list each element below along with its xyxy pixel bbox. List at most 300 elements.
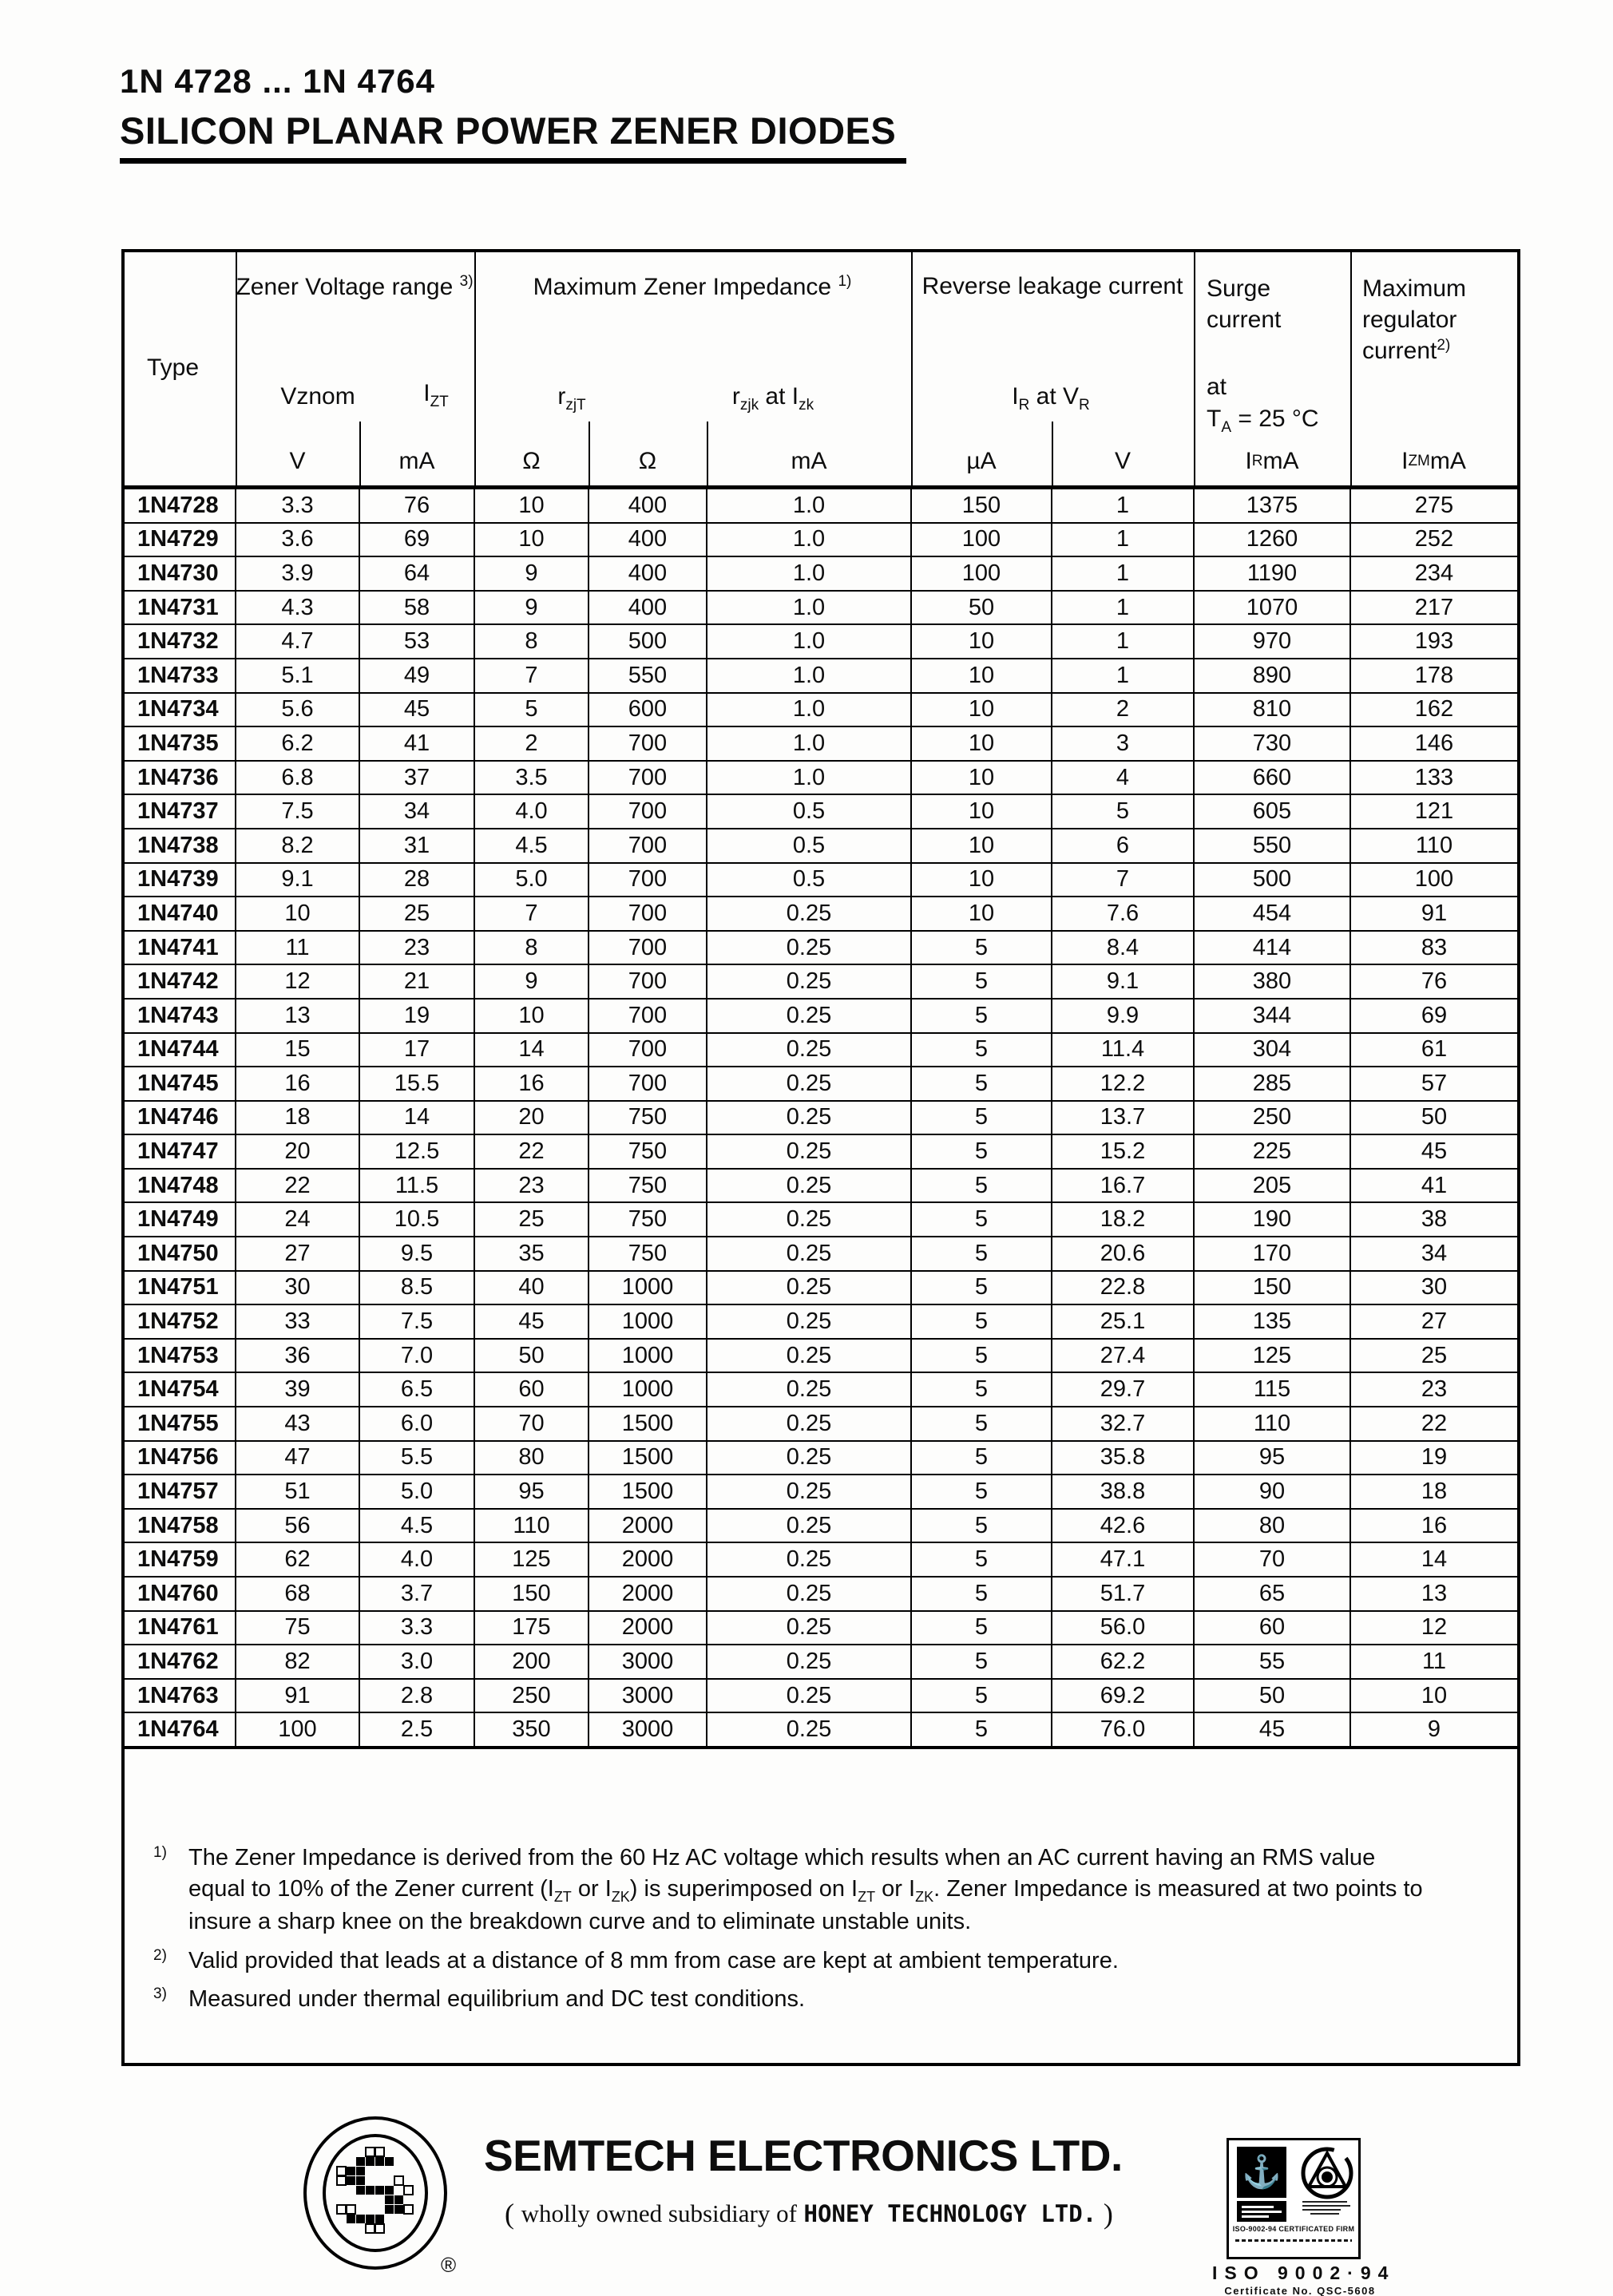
value-cell: 95 [474, 1475, 589, 1509]
value-cell: 5 [911, 1475, 1052, 1509]
table-row [125, 1067, 1517, 1101]
value-cell: 18 [1350, 1475, 1517, 1509]
value-cell: 178 [1350, 659, 1517, 693]
value-cell: 10 [1350, 1679, 1517, 1713]
value-cell: 2000 [589, 1611, 707, 1645]
value-cell: 14 [359, 1101, 474, 1135]
value-cell: 38.8 [1052, 1475, 1194, 1509]
value-cell: 700 [589, 829, 707, 863]
value-cell: 14 [1350, 1542, 1517, 1577]
value-cell: 1500 [589, 1407, 707, 1441]
micro-text-bars [1302, 2201, 1352, 2217]
value-cell: 12 [236, 964, 359, 999]
value-cell: 50 [474, 1339, 589, 1373]
value-cell: 750 [589, 1134, 707, 1169]
value-cell: 11 [236, 931, 359, 965]
type-cell: 1N4733 [125, 659, 236, 693]
value-cell: 3.0 [359, 1645, 474, 1679]
value-cell: 25.1 [1052, 1304, 1194, 1339]
value-cell: 730 [1194, 726, 1350, 761]
table-row [125, 1134, 1517, 1169]
value-cell: 10.5 [359, 1202, 474, 1237]
value-cell: 146 [1350, 726, 1517, 761]
value-cell: 0.25 [707, 1611, 911, 1645]
value-cell: 0.5 [707, 829, 911, 863]
value-cell: 27.4 [1052, 1339, 1194, 1373]
table-row [125, 1407, 1517, 1441]
value-cell: 175 [474, 1611, 589, 1645]
open-paren: ( [505, 2198, 514, 2230]
footnote-marker: 3) [153, 1985, 167, 2003]
spec-table [125, 489, 1517, 1749]
value-cell: 68 [236, 1577, 359, 1611]
value-cell: 700 [589, 931, 707, 965]
value-cell: 414 [1194, 931, 1350, 965]
value-cell: 7.5 [236, 794, 359, 829]
value-cell: 3.5 [474, 761, 589, 795]
table-row [125, 1101, 1517, 1135]
value-cell: 0.25 [707, 1271, 911, 1305]
col-type-label: Type [147, 354, 200, 381]
value-cell: 100 [236, 1712, 359, 1748]
value-cell: 3 [1052, 726, 1194, 761]
value-cell: 60 [1194, 1611, 1350, 1645]
value-cell: 1500 [589, 1475, 707, 1509]
type-cell: 1N4764 [125, 1712, 236, 1748]
part-range-title: 1N 4728 ... 1N 4764 [120, 62, 435, 100]
value-cell: 6 [1052, 829, 1194, 863]
table-row [125, 1679, 1517, 1713]
value-cell: 41 [359, 726, 474, 761]
value-cell: 9.9 [1052, 999, 1194, 1033]
value-cell: 10 [911, 897, 1052, 931]
type-cell: 1N4735 [125, 726, 236, 761]
value-cell: 56 [236, 1509, 359, 1543]
close-paren: ) [1103, 2198, 1113, 2230]
table-row [125, 1339, 1517, 1373]
value-cell: 2.8 [359, 1679, 474, 1713]
value-cell: 150 [1194, 1271, 1350, 1305]
value-cell: 1 [1052, 556, 1194, 591]
value-cell: 660 [1194, 761, 1350, 795]
value-cell: 8.2 [236, 829, 359, 863]
value-cell: 9.5 [359, 1237, 474, 1271]
value-cell: 9 [1350, 1712, 1517, 1748]
value-cell: 5 [911, 1169, 1052, 1203]
table-row [125, 1237, 1517, 1271]
value-cell: 5 [911, 1542, 1052, 1577]
value-cell: 3.9 [236, 556, 359, 591]
value-cell: 100 [911, 523, 1052, 557]
value-cell: 1.0 [707, 726, 911, 761]
value-cell: 5 [911, 1134, 1052, 1169]
table-row [125, 489, 1517, 523]
value-cell: 70 [1194, 1542, 1350, 1577]
company-name: SEMTECH ELECTRONICS LTD. [484, 2131, 1123, 2180]
value-cell: 700 [589, 761, 707, 795]
group-impedance-label: Maximum Zener Impedance $^{1)}$ [533, 273, 852, 300]
value-cell: 22 [1350, 1407, 1517, 1441]
value-cell: 1.0 [707, 624, 911, 659]
value-cell: 8.5 [359, 1271, 474, 1305]
value-cell: 1260 [1194, 523, 1350, 557]
value-cell: 43 [236, 1407, 359, 1441]
value-cell: 40 [474, 1271, 589, 1305]
value-cell: 750 [589, 1169, 707, 1203]
unit-v: V [289, 448, 306, 474]
type-cell: 1N4732 [125, 624, 236, 659]
value-cell: 0.25 [707, 1372, 911, 1407]
type-cell: 1N4745 [125, 1067, 236, 1101]
type-cell: 1N4742 [125, 964, 236, 999]
table-row [125, 1271, 1517, 1305]
anchor-compass-logo [1237, 2147, 1286, 2198]
value-cell: 11 [1350, 1645, 1517, 1679]
table-row [125, 1304, 1517, 1339]
value-cell: 45 [474, 1304, 589, 1339]
value-cell: 13 [1350, 1577, 1517, 1611]
value-cell: 5 [911, 1271, 1052, 1305]
table-row [125, 863, 1517, 897]
value-cell: 10 [911, 761, 1052, 795]
type-cell: 1N4736 [125, 761, 236, 795]
value-cell: 65 [1194, 1577, 1350, 1611]
iso-certification-badge [1227, 2138, 1361, 2259]
value-cell: 2.5 [359, 1712, 474, 1748]
value-cell: 5 [911, 1679, 1052, 1713]
value-cell: 344 [1194, 999, 1350, 1033]
value-cell: 16 [1350, 1509, 1517, 1543]
type-cell: 1N4737 [125, 794, 236, 829]
table-row [125, 794, 1517, 829]
type-cell: 1N4741 [125, 931, 236, 965]
value-cell: 400 [589, 591, 707, 625]
table-row [125, 726, 1517, 761]
value-cell: 100 [1350, 863, 1517, 897]
value-cell: 90 [1194, 1475, 1350, 1509]
value-cell: 80 [474, 1441, 589, 1475]
value-cell: 32.7 [1052, 1407, 1194, 1441]
value-cell: 3000 [589, 1679, 707, 1713]
value-cell: 82 [236, 1645, 359, 1679]
unit-ir-ma: I R mA [1245, 448, 1299, 474]
value-cell: 15.2 [1052, 1134, 1194, 1169]
table-row [125, 1202, 1517, 1237]
value-cell: 1.0 [707, 761, 911, 795]
value-cell: 234 [1350, 556, 1517, 591]
value-cell: 0.25 [707, 999, 911, 1033]
value-cell: 0.25 [707, 1202, 911, 1237]
value-cell: 22 [474, 1134, 589, 1169]
table-row [125, 523, 1517, 557]
value-cell: 5 [911, 1202, 1052, 1237]
value-cell: 27 [236, 1237, 359, 1271]
value-cell: 10 [911, 726, 1052, 761]
value-cell: 76 [359, 489, 474, 523]
value-cell: 217 [1350, 591, 1517, 625]
subsidiary-text: wholly owned subsidiary of [521, 2199, 797, 2227]
value-cell: 28 [359, 863, 474, 897]
footnote-marker: 2) [153, 1946, 167, 1964]
value-cell: 2000 [589, 1577, 707, 1611]
table-row [125, 1542, 1517, 1577]
value-cell: 49 [359, 659, 474, 693]
table-row [125, 1509, 1517, 1543]
value-cell: 5 [911, 1033, 1052, 1067]
value-cell: 0.25 [707, 1542, 911, 1577]
table-row [125, 1645, 1517, 1679]
unit-ma2: mA [791, 448, 827, 474]
value-cell: 62.2 [1052, 1645, 1194, 1679]
value-cell: 5 [911, 1372, 1052, 1407]
value-cell: 5 [911, 1712, 1052, 1748]
unit-v2: V [1114, 448, 1131, 474]
value-cell: 170 [1194, 1237, 1350, 1271]
table-row [125, 964, 1517, 999]
value-cell: 1500 [589, 1441, 707, 1475]
anchor-icon: ⚓ [1242, 2155, 1282, 2190]
type-cell: 1N4743 [125, 999, 236, 1033]
value-cell: 0.25 [707, 1067, 911, 1101]
value-cell: 9 [474, 964, 589, 999]
value-cell: 57 [1350, 1067, 1517, 1101]
table-row [125, 1033, 1517, 1067]
table-row [125, 624, 1517, 659]
value-cell: 1000 [589, 1271, 707, 1305]
footnote-marker: 1) [153, 1844, 167, 1861]
value-cell: 5.0 [474, 863, 589, 897]
value-cell: 37 [359, 761, 474, 795]
value-cell: 1190 [1194, 556, 1350, 591]
table-row [125, 761, 1517, 795]
value-cell: 5.5 [359, 1441, 474, 1475]
value-cell: 5 [911, 1067, 1052, 1101]
type-cell: 1N4756 [125, 1441, 236, 1475]
value-cell: 25 [474, 1202, 589, 1237]
value-cell: 7 [474, 897, 589, 931]
value-cell: 55 [1194, 1645, 1350, 1679]
value-cell: 0.25 [707, 1339, 911, 1373]
table-row [125, 1475, 1517, 1509]
value-cell: 91 [1350, 897, 1517, 931]
registered-mark: ® [441, 2253, 457, 2277]
value-cell: 20 [236, 1134, 359, 1169]
type-cell: 1N4758 [125, 1509, 236, 1543]
type-cell: 1N4734 [125, 693, 236, 727]
value-cell: 0.5 [707, 863, 911, 897]
value-cell: 5 [911, 1339, 1052, 1373]
value-cell: 27 [1350, 1304, 1517, 1339]
value-cell: 14 [474, 1033, 589, 1067]
symbol-rzjk: $r_{zjk}$ at $I_{zk}$ [731, 383, 814, 414]
value-cell: 80 [1194, 1509, 1350, 1543]
title-underline [120, 158, 906, 164]
type-cell: 1N4760 [125, 1577, 236, 1611]
type-cell: 1N4750 [125, 1237, 236, 1271]
subsidiary-company-name: HONEY TECHNOLOGY LTD. [803, 2200, 1097, 2227]
value-cell: 41 [1350, 1169, 1517, 1203]
value-cell: 39 [236, 1372, 359, 1407]
type-cell: 1N4748 [125, 1169, 236, 1203]
registrar-logo [1237, 2201, 1286, 2222]
value-cell: 5 [1052, 794, 1194, 829]
iso-standard-text: ISO 9002·94 [1212, 2262, 1396, 2283]
type-cell: 1N4763 [125, 1679, 236, 1713]
value-cell: 10 [911, 693, 1052, 727]
type-cell: 1N4749 [125, 1202, 236, 1237]
type-cell: 1N4759 [125, 1542, 236, 1577]
value-cell: 18.2 [1052, 1202, 1194, 1237]
value-cell: 3.7 [359, 1577, 474, 1611]
value-cell: 23 [474, 1169, 589, 1203]
value-cell: 4.0 [359, 1542, 474, 1577]
footnote-text: Measured under thermal equilibrium and DC test conditions. [188, 1986, 806, 2013]
value-cell: 110 [1350, 829, 1517, 863]
table-row [125, 591, 1517, 625]
value-cell: 285 [1194, 1067, 1350, 1101]
type-cell: 1N4731 [125, 591, 236, 625]
value-cell: 5 [911, 1407, 1052, 1441]
type-cell: 1N4753 [125, 1339, 236, 1373]
value-cell: 304 [1194, 1033, 1350, 1067]
value-cell: 4.0 [474, 794, 589, 829]
value-cell: 350 [474, 1712, 589, 1748]
value-cell: 400 [589, 523, 707, 557]
surge-ta-label: $T_A = 25$ °C [1207, 406, 1319, 436]
value-cell: 69.2 [1052, 1679, 1194, 1713]
value-cell: 5.6 [236, 693, 359, 727]
value-cell: 0.25 [707, 897, 911, 931]
value-cell: 69 [1350, 999, 1517, 1033]
value-cell: 100 [911, 556, 1052, 591]
certification-circle-icon [1299, 2145, 1355, 2205]
table-row [125, 556, 1517, 591]
value-cell: 45 [359, 693, 474, 727]
value-cell: 12.5 [359, 1134, 474, 1169]
unit-ohm2: Ω [638, 448, 657, 474]
value-cell: 500 [589, 624, 707, 659]
value-cell: 13.7 [1052, 1101, 1194, 1135]
type-cell: 1N4744 [125, 1033, 236, 1067]
value-cell: 0.25 [707, 1304, 911, 1339]
value-cell: 110 [1194, 1407, 1350, 1441]
value-cell: 9.1 [1052, 964, 1194, 999]
value-cell: 51 [236, 1475, 359, 1509]
value-cell: 133 [1350, 761, 1517, 795]
value-cell: 76.0 [1052, 1712, 1194, 1748]
value-cell: 1 [1052, 659, 1194, 693]
value-cell: 50 [911, 591, 1052, 625]
value-cell: 1.0 [707, 556, 911, 591]
value-cell: 121 [1350, 794, 1517, 829]
value-cell: 12 [1350, 1611, 1517, 1645]
value-cell: 700 [589, 1033, 707, 1067]
value-cell: 0.25 [707, 964, 911, 999]
value-cell: 20.6 [1052, 1237, 1194, 1271]
type-cell: 1N4739 [125, 863, 236, 897]
value-cell: 38 [1350, 1202, 1517, 1237]
value-cell: 1 [1052, 624, 1194, 659]
type-cell: 1N4730 [125, 556, 236, 591]
value-cell: 1.0 [707, 693, 911, 727]
value-cell: 25 [1350, 1339, 1517, 1373]
value-cell: 0.25 [707, 1169, 911, 1203]
value-cell: 6.8 [236, 761, 359, 795]
value-cell: 3.3 [236, 489, 359, 523]
value-cell: 53 [359, 624, 474, 659]
footnote-3 [153, 1984, 1431, 2015]
type-cell: 1N4740 [125, 897, 236, 931]
surge-at-label: at [1207, 374, 1227, 400]
value-cell: 810 [1194, 693, 1350, 727]
value-cell: 750 [589, 1202, 707, 1237]
value-cell: 1000 [589, 1372, 707, 1407]
value-cell: 35.8 [1052, 1441, 1194, 1475]
spec-table-body [125, 489, 1517, 1748]
value-cell: 9.1 [236, 863, 359, 897]
value-cell: 750 [589, 1101, 707, 1135]
subsidiary-line [505, 2197, 1113, 2231]
value-cell: 5 [911, 1441, 1052, 1475]
value-cell: 4 [1052, 761, 1194, 795]
value-cell: 21 [359, 964, 474, 999]
value-cell: 700 [589, 999, 707, 1033]
value-cell: 190 [1194, 1202, 1350, 1237]
value-cell: 16.7 [1052, 1169, 1194, 1203]
value-cell: 35 [474, 1237, 589, 1271]
type-cell: 1N4738 [125, 829, 236, 863]
table-row [125, 931, 1517, 965]
value-cell: 0.25 [707, 1101, 911, 1135]
value-cell: 225 [1194, 1134, 1350, 1169]
value-cell: 125 [1194, 1339, 1350, 1373]
value-cell: 5.1 [236, 659, 359, 693]
value-cell: 0.25 [707, 1577, 911, 1611]
type-cell: 1N4746 [125, 1101, 236, 1135]
value-cell: 0.25 [707, 1712, 911, 1748]
value-cell: 5 [911, 1509, 1052, 1543]
value-cell: 1375 [1194, 489, 1350, 523]
value-cell: 19 [359, 999, 474, 1033]
value-cell: 64 [359, 556, 474, 591]
value-cell: 30 [236, 1271, 359, 1305]
value-cell: 5 [911, 931, 1052, 965]
value-cell: 750 [589, 1237, 707, 1271]
value-cell: 50 [1350, 1101, 1517, 1135]
value-cell: 3000 [589, 1645, 707, 1679]
unit-izm-ma: I ZM mA [1401, 448, 1466, 474]
value-cell: 12.2 [1052, 1067, 1194, 1101]
value-cell: 47 [236, 1441, 359, 1475]
units-row [125, 437, 1517, 485]
value-cell: 605 [1194, 794, 1350, 829]
value-cell: 380 [1194, 964, 1350, 999]
spec-table-header [125, 252, 1517, 489]
type-cell: 1N4729 [125, 523, 236, 557]
value-cell: 29.7 [1052, 1372, 1194, 1407]
value-cell: 70 [474, 1407, 589, 1441]
value-cell: 275 [1350, 489, 1517, 523]
value-cell: 95 [1194, 1441, 1350, 1475]
value-cell: 3.6 [236, 523, 359, 557]
value-cell: 60 [474, 1372, 589, 1407]
value-cell: 8.4 [1052, 931, 1194, 965]
value-cell: 550 [1194, 829, 1350, 863]
value-cell: 91 [236, 1679, 359, 1713]
value-cell: 1.0 [707, 659, 911, 693]
value-cell: 11.4 [1052, 1033, 1194, 1067]
value-cell: 0.5 [707, 794, 911, 829]
